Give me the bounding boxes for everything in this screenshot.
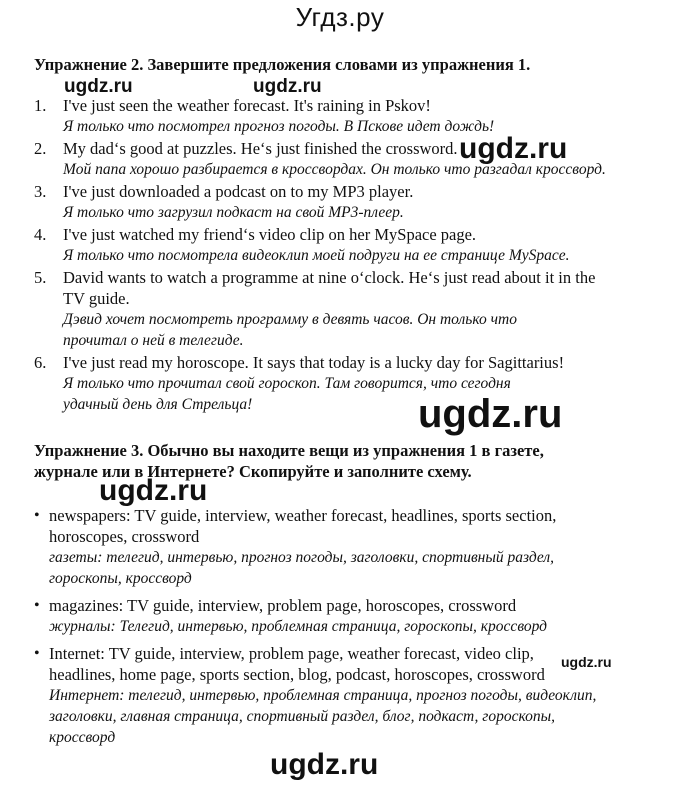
watermark: ugdz.ru — [253, 76, 322, 97]
list-item — [34, 181, 634, 223]
russian-translation: журналы: Телегид, интервью, проблемная страница, гороскопы, кроссворд — [49, 618, 547, 635]
list-item — [34, 267, 634, 351]
russian-translation: Мой папа хорошо разбирается в кроссвордах. Он только что разгадал кроссворд. — [63, 161, 606, 178]
english-sentence: I've just downloaded a podcast on to my MP3 player. — [63, 182, 414, 201]
english-sentence: I've just seen the weather forecast. It's raining in Pskov! — [63, 96, 431, 115]
watermark: ugdz.ru — [270, 748, 379, 781]
bullet-icon: • — [34, 597, 40, 614]
watermark: ugdz.ru — [64, 76, 133, 97]
item-number: 3. — [34, 182, 47, 201]
item-number: 4. — [34, 225, 47, 244]
watermark: ugdz.ru — [459, 132, 568, 165]
english-sentence: I've just read my horoscope. It says that today is a lucky day for Sagittarius! — [63, 353, 565, 372]
russian-translation: Я только что прочитал свой гороскоп. Там говорится, что сегодня удачный день для Стрельца! — [63, 375, 511, 413]
exercise-3-heading-line: журнале или в Интернете? Скопируйте и заполните схему. — [34, 462, 472, 481]
english-sentence: David wants to watch a programme at nine o‘clock. He‘s just read about it in the TV guide. — [63, 268, 596, 308]
list-item — [34, 643, 634, 748]
site-title: Угдз.ру — [295, 2, 385, 32]
russian-translation: газеты: телегид, интервью, прогноз погоды, заголовки, спортивный раздел, гороскопы, кроссворд — [49, 549, 554, 587]
english-sentence: I've just watched my friend‘s video clip on her MySpace page. — [63, 225, 477, 244]
exercise-3-list — [34, 505, 634, 754]
watermark: ugdz.ru — [418, 392, 563, 436]
item-number: 1. — [34, 96, 47, 115]
english-text: magazines: TV guide, interview, problem page, horoscopes, crossword — [49, 596, 517, 615]
item-number: 6. — [34, 353, 47, 372]
english-text: Internet: TV guide, interview, problem page, weather forecast, video clip, headlines, home page, sports section, blog, podcast, horoscopes, crossword — [49, 644, 545, 684]
watermark: ugdz.ru — [99, 474, 208, 507]
bullet-icon: • — [34, 507, 40, 524]
list-item — [34, 505, 634, 589]
item-number: 5. — [34, 268, 47, 287]
english-sentence: My dad‘s good at puzzles. He‘s just finished the crossword. — [63, 139, 458, 158]
russian-translation: Я только что посмотрела видеоклип моей подруги на ее странице MySpace. — [63, 247, 570, 264]
list-item — [34, 595, 634, 637]
russian-translation: Дэвид хочет посмотреть программу в девять часов. Он только что прочитал о ней в телегиде. — [63, 311, 517, 349]
russian-translation: Я только что загрузил подкаст на свой МР3-плеер. — [63, 204, 404, 221]
exercise-3-heading-line: Упражнение 3. Обычно вы находите вещи из упражнения 1 в газете, — [34, 441, 544, 460]
exercise-2-heading: Упражнение 2. Завершите предложения словами из упражнения 1. — [34, 55, 531, 74]
english-text: newspapers: TV guide, interview, weather forecast, headlines, sports section, horoscopes, crossword — [49, 506, 557, 546]
russian-translation: Интернет: телегид, интервью, проблемная страница, прогноз погоды, видеоклип, заголовки, главная страница, спортивный раздел, блог, подкаст, гороскопы, кроссворд — [49, 687, 597, 746]
russian-translation: Я только что посмотрел прогноз погоды. В Пскове идет дождь! — [63, 118, 495, 135]
list-item — [34, 95, 634, 137]
list-item — [34, 224, 634, 266]
watermark: ugdz.ru — [561, 654, 612, 670]
item-number: 2. — [34, 139, 47, 158]
bullet-icon: • — [34, 645, 40, 662]
